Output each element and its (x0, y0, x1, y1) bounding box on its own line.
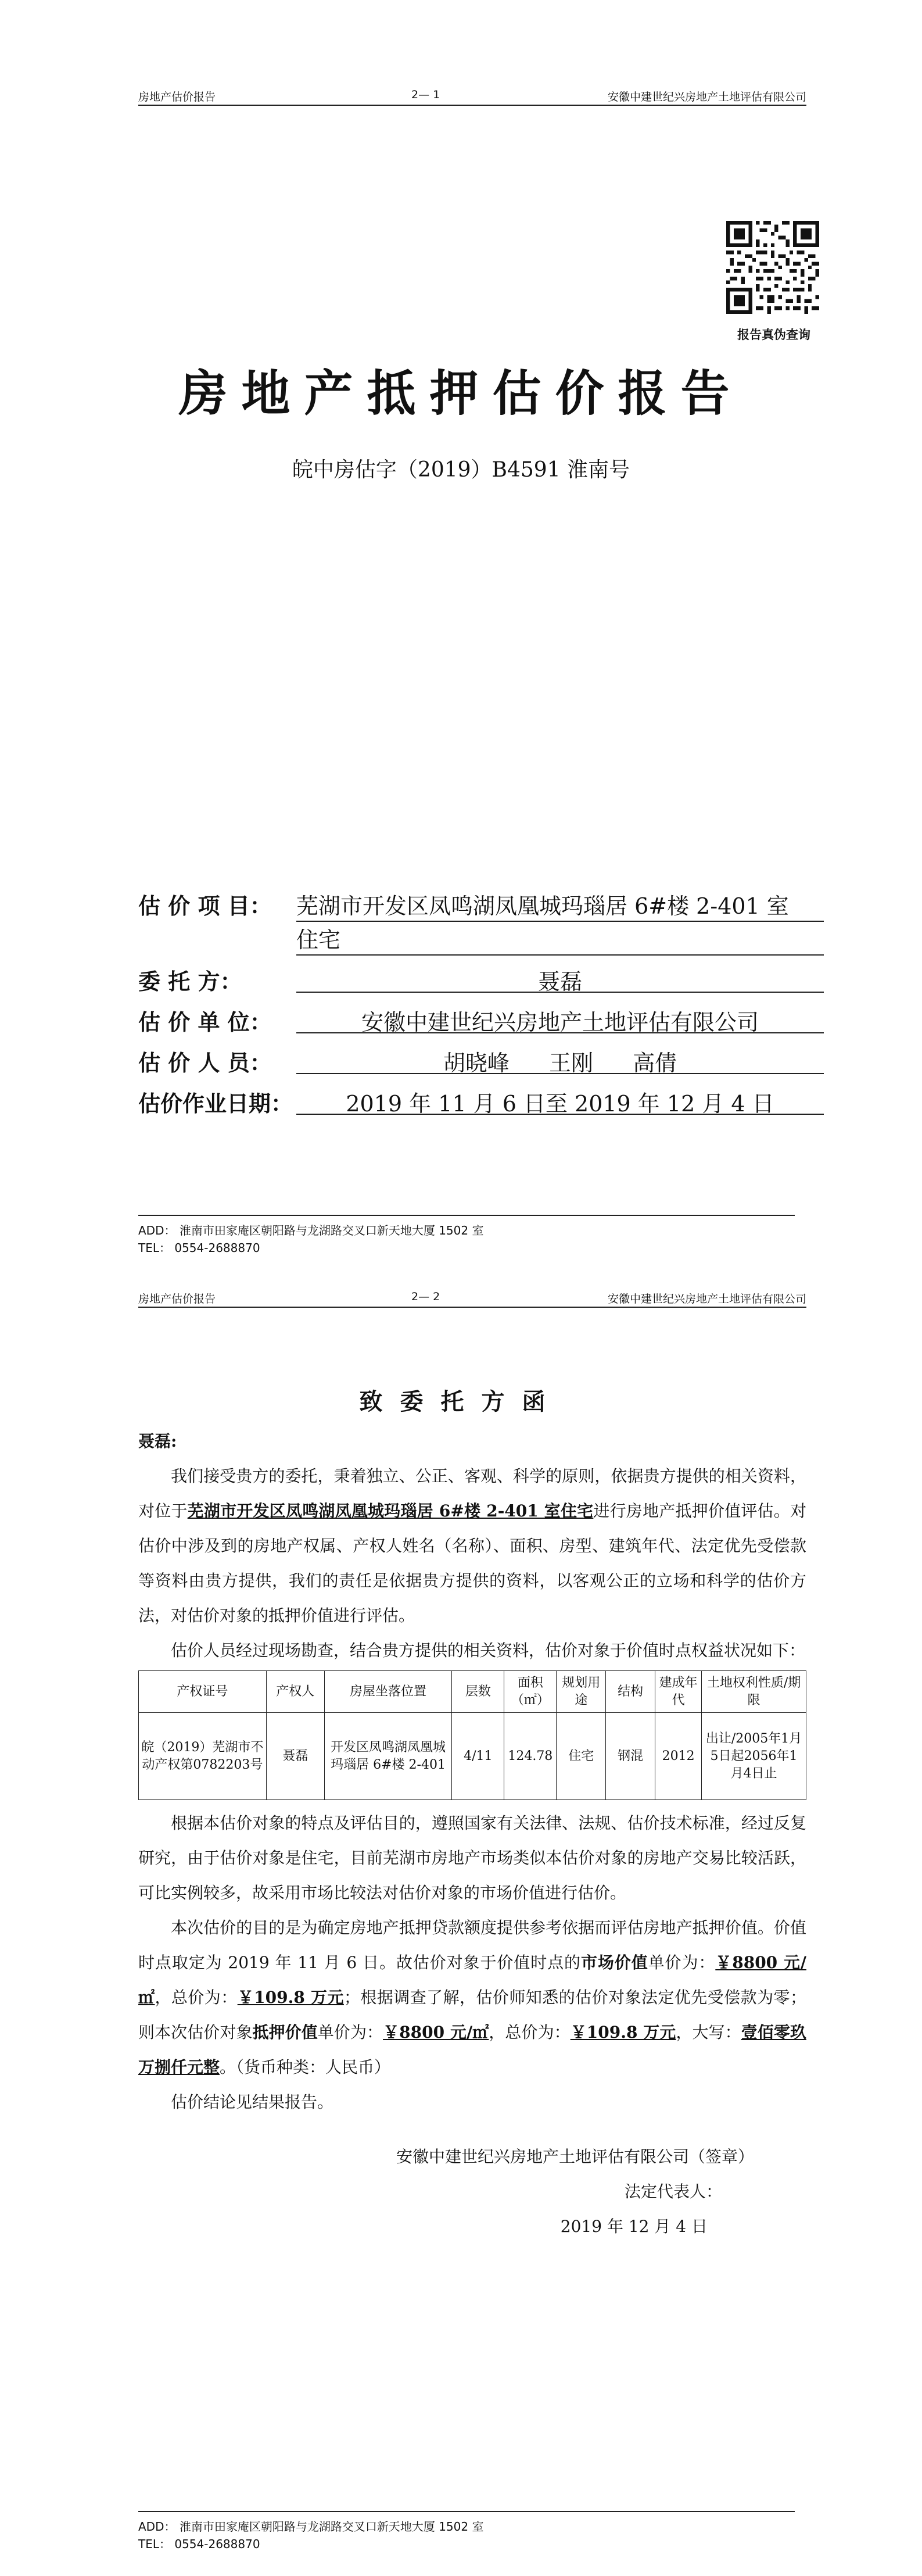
p4-text: ；根据调查了解，估价师知悉的估价对象法定优先受偿款为零；则本次估价对象 (138, 1988, 806, 2042)
page-footer (138, 2511, 795, 2553)
appraisers-value (296, 1045, 824, 1074)
footer-tel: TEL： 0554-2688870 (138, 2537, 260, 2551)
property-address: 芜湖市开发区凤鸣湖凤凰城玛瑙居 6#楼 2-401 室住宅 (187, 1501, 594, 1520)
org-value: 安徽中建世纪兴房地产土地评估有限公司 (296, 1004, 824, 1033)
table-header: 产权证号 (139, 1671, 267, 1713)
mortgage-total-price: ￥109.8 万元 (570, 2023, 676, 2042)
mortgage-value-label: 抵押价值 (252, 2023, 318, 2042)
report-title: 房地产抵押估价报告 (178, 364, 744, 422)
table-header-row (139, 1671, 806, 1713)
table-cell: 聂磊 (266, 1713, 324, 1800)
table-header: 层数 (452, 1671, 504, 1713)
cover-info-block (138, 883, 824, 1122)
work-date-value: 2019 年 11 月 6 日至 2019 年 12 月 4 日 (296, 1086, 824, 1115)
table-cell: 开发区凤鸣湖凤凰城玛瑙居 6#楼 2-401 (324, 1713, 452, 1800)
p1-text-end: 进行房地产抵押价值评估。对估价中涉及到的房地产权属、产权人姓名（名称）、面积、房型、建筑年代、法定优先受偿款等资料由贵方提供，我们的责任是依据贵方提供的资料，以客观公正的立场和科学的估价方法，对估价对象的抵押价值进行评估。 (138, 1501, 806, 1625)
page-header (138, 1285, 806, 1308)
p4-text: ，总价为： (155, 1988, 238, 2007)
header-report-name: 房地产估价报告 (138, 1293, 216, 1305)
table-header: 建成年代 (655, 1671, 702, 1713)
table-header: 面积（㎡） (504, 1671, 557, 1713)
table-header: 房屋坐落位置 (324, 1671, 452, 1713)
table-cell: 钢混 (606, 1713, 655, 1800)
table-row (139, 1713, 806, 1800)
legal-representative: 法定代表人： (624, 2182, 722, 2201)
company-signature: 安徽中建世纪兴房地产土地评估有限公司（签章） (396, 2147, 754, 2166)
salutation: 聂磊: (138, 1432, 177, 1451)
table-cell: 出让/2005年1月5日起2056年1月4日止 (702, 1713, 806, 1800)
header-company: 安徽中建世纪兴房地产土地评估有限公司 (607, 1293, 806, 1305)
market-total-price: ￥109.8 万元 (237, 1988, 344, 2007)
project-label: 估 价 项 目： (138, 893, 272, 919)
project-line-1: 芜湖市开发区凤鸣湖凤凰城玛瑙居 6#楼 2-401 室 (296, 888, 824, 922)
header-company: 安徽中建世纪兴房地产土地评估有限公司 (607, 91, 806, 103)
cover-page (0, 0, 922, 1285)
table-cell: 住宅 (557, 1713, 606, 1800)
header-report-name: 房地产估价报告 (138, 91, 216, 103)
paragraph-1 (138, 1459, 806, 1633)
appraisers-row (138, 1040, 824, 1081)
market-value-label: 市场价值 (580, 1953, 648, 1972)
p4-text: 单价为： (317, 2023, 383, 2042)
p4-text: 本次估价的目的是为确定房地产抵押贷款额度提供参考依据而评估房地产抵押价值。价值时点取定为 2019 年 11 月 6 日。故估价对象于价值时点的 (138, 1918, 806, 1972)
org-row (138, 1000, 824, 1040)
qr-code (726, 221, 819, 314)
signature-date: 2019 年 12 月 4 日 (560, 2217, 708, 2236)
p4-text-end: 。（货币种类：人民币） (220, 2058, 391, 2077)
table-header: 结构 (606, 1671, 655, 1713)
footer-address: ADD： 淮南市田家庵区朝阳路与龙湖路交叉口新天地大厦 1502 室 (138, 2520, 484, 2534)
qr-label: 报告真伪查询 (737, 327, 810, 342)
property-table (138, 1670, 806, 1800)
paragraph-3: 根据本估价对象的特点及评估目的，遵照国家有关法律、法规、估价技术标准，经过反复研究，由于估价对象是住宅，目前芜湖市房地产市场类似本估价对象的房地产交易比较活跃，可比实例较多，故采用市场比较法对估价对象的市场价值进行估价。 (138, 1813, 806, 1902)
p4-text: ，总价为： (489, 2023, 571, 2042)
appraisers-label: 估 价 人 员： (138, 1050, 272, 1076)
page-header (138, 83, 806, 106)
table-header: 规划用途 (557, 1671, 606, 1713)
client-label: 委 托 方： (138, 968, 242, 994)
footer-address: ADD： 淮南市田家庵区朝阳路与龙湖路交叉口新天地大厦 1502 室 (138, 1223, 484, 1237)
appraiser-name: 王刚 (548, 1050, 593, 1076)
mortgage-unit-price: ￥8800 元/㎡ (383, 2023, 489, 2042)
table-header: 产权人 (266, 1671, 324, 1713)
header-page-number: 2— 2 (411, 1290, 440, 1303)
org-label: 估 价 单 位： (138, 1009, 272, 1035)
header-page-number: 2— 1 (411, 88, 440, 101)
appraiser-name: 胡晓峰 (443, 1050, 510, 1076)
appraiser-name: 高倩 (633, 1050, 677, 1076)
signature-block (138, 2139, 806, 2244)
client-row (138, 959, 824, 1000)
paragraph-4 (138, 1910, 806, 2085)
paragraph-5: 估价结论见结果报告。 (171, 2092, 334, 2112)
project-row (138, 883, 824, 959)
table-cell: 4/11 (452, 1713, 504, 1800)
document-number: 皖中房估字（2019）B4591 淮南号 (292, 458, 630, 482)
letter-title: 致委托方函 (359, 1388, 563, 1415)
p1-text: 我们接受贵方的委托，秉着独立、公正、客观、科学的原则，依据贵方提供的相关资料，对位于 (138, 1466, 806, 1520)
p4-text: ，大写： (676, 2023, 741, 2042)
project-value (296, 888, 824, 956)
letter-body (138, 1424, 806, 2244)
p4-text: 单价为： (648, 1953, 716, 1972)
page-footer (138, 1215, 795, 1257)
paragraph-2: 估价人员经过现场勘查，结合贵方提供的相关资料，估价对象于价值时点权益状况如下： (171, 1641, 806, 1660)
work-date-row (138, 1081, 824, 1122)
project-line-2: 住宅 (296, 922, 824, 956)
footer-tel: TEL： 0554-2688870 (138, 1241, 260, 1255)
table-cell: 2012 (655, 1713, 702, 1800)
client-value: 聂磊 (296, 964, 824, 993)
table-header: 土地权利性质/期限 (702, 1671, 806, 1713)
letter-page (0, 1285, 922, 2576)
market-unit-price: ￥8800 元/㎡ (138, 1953, 806, 2007)
table-cell: 124.78 (504, 1713, 557, 1800)
work-date-label: 估价作业日期： (138, 1090, 293, 1117)
amount-in-words: 壹佰零玖万捌仟元整 (138, 2023, 806, 2077)
table-cell: 皖（2019）芜湖市不动产权第0782203号 (139, 1713, 267, 1800)
